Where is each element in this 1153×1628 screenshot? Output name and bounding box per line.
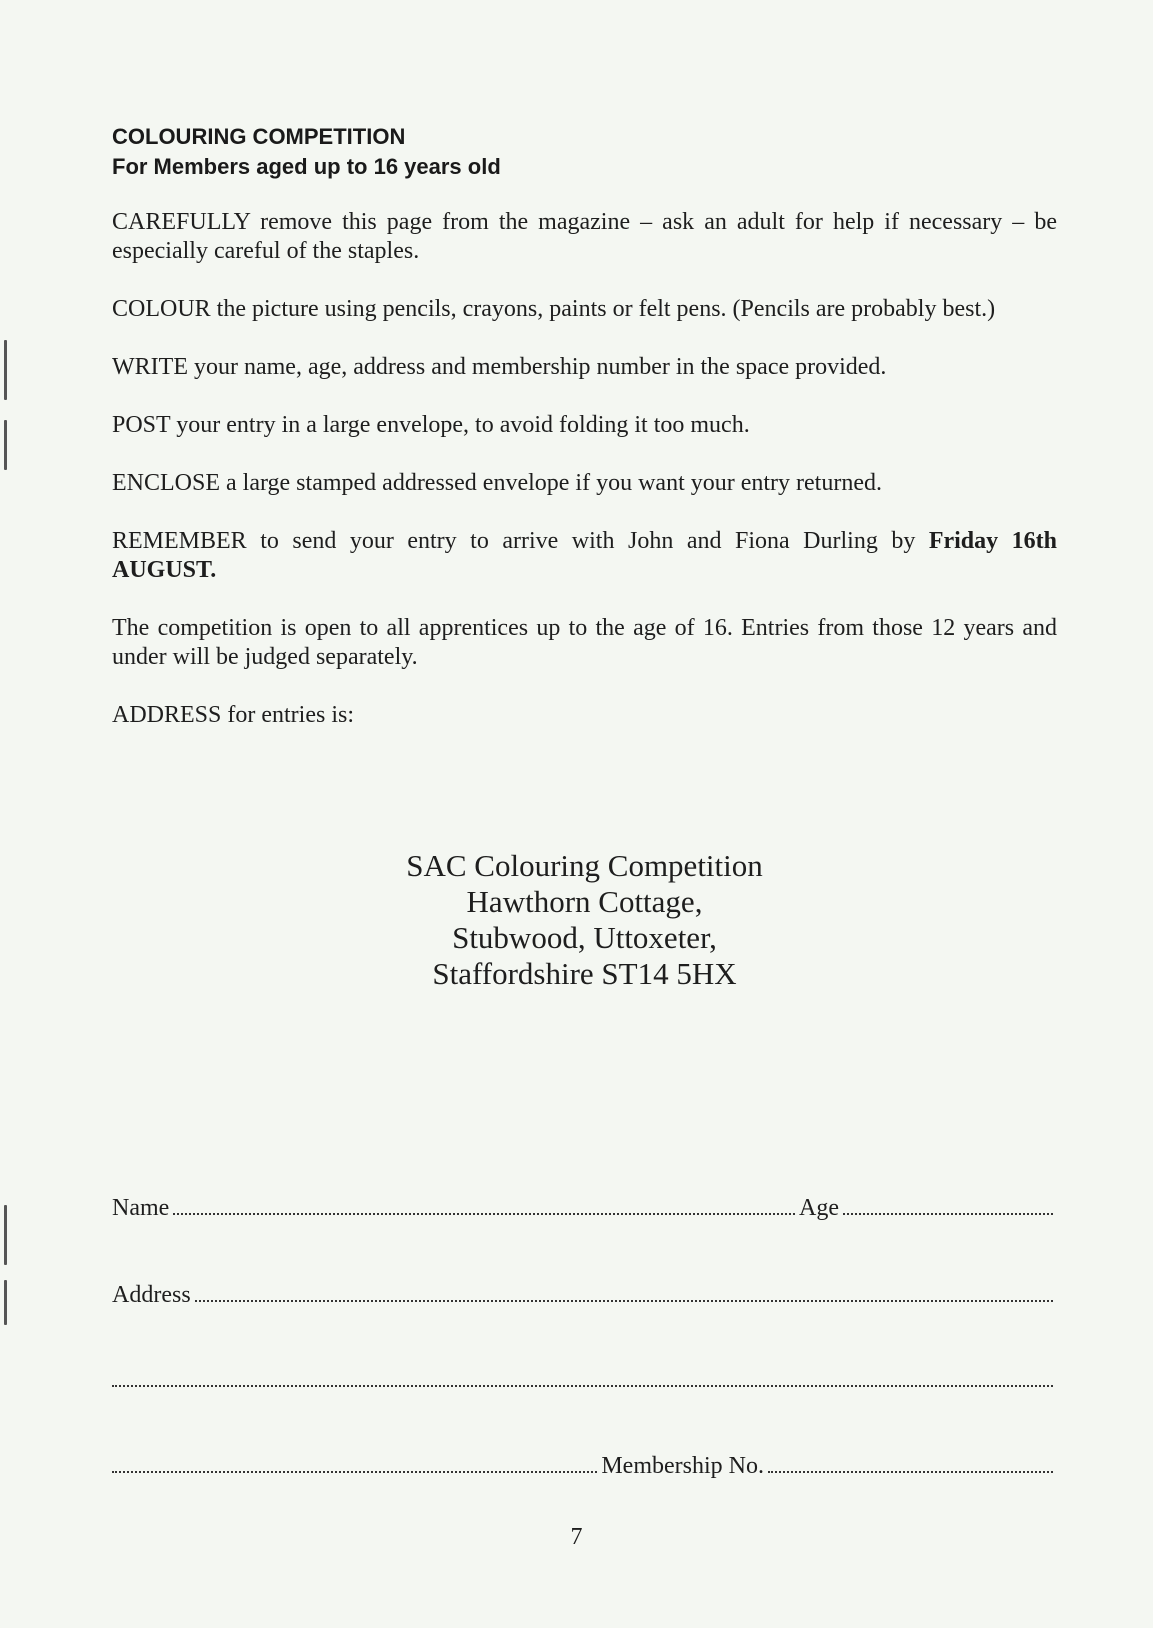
instruction-address: ADDRESS for entries is: (112, 702, 354, 728)
address-label: Address (112, 1282, 191, 1308)
instruction-carefully: CAREFULLY remove this page from the magazine – ask an adult for help if necessary – be especially careful of the staples. (112, 209, 1057, 264)
address-row (112, 1282, 1057, 1312)
name-age-row (112, 1195, 1057, 1225)
instruction-write: WRITE your name, age, address and membership number in the space provided. (112, 354, 887, 380)
address-line-3: Stubwood, Uttoxeter, (452, 920, 717, 955)
instruction-remember: REMEMBER to send your entry to arrive with John and Fiona Durling by Friday 16th AUGUST. (112, 528, 1058, 583)
membership-label: Membership No. (601, 1453, 764, 1479)
staple-mark-bottom (4, 1280, 7, 1325)
membership-row (112, 1453, 1057, 1483)
address-field-line-3[interactable] (112, 1453, 597, 1473)
staple-mark-lower (4, 1205, 7, 1265)
address-row-2 (112, 1367, 1057, 1397)
name-field[interactable] (173, 1195, 795, 1215)
address-line-1: SAC Colouring Competition (406, 848, 763, 883)
address-field-line-1[interactable] (195, 1282, 1053, 1302)
instruction-post: POST your entry in a large envelope, to avoid folding it too much. (112, 412, 750, 438)
address-line-2: Hawthorn Cottage, (466, 884, 703, 919)
membership-number-field[interactable] (768, 1453, 1053, 1473)
staple-mark-upper (4, 420, 7, 470)
instruction-enclose: ENCLOSE a large stamped addressed envelope if you want your entry returned. (112, 470, 882, 496)
age-label: Age (799, 1195, 839, 1221)
competition-subtitle: For Members aged up to 16 years old (112, 154, 501, 179)
instructions-list (112, 208, 1057, 759)
address-line-4: Staffordshire ST14 5HX (432, 956, 737, 991)
age-field[interactable] (843, 1195, 1053, 1215)
instruction-colour: COLOUR the picture using pencils, crayons, paints or felt pens. (Pencils are probably best.) (112, 296, 996, 322)
address-field-line-2[interactable] (112, 1367, 1053, 1387)
competition-heading (112, 122, 501, 182)
competition-title: COLOURING COMPETITION (112, 124, 406, 149)
staple-mark-top (4, 340, 7, 400)
postal-address (112, 848, 1057, 992)
deadline-date: Friday 16th AUGUST. (112, 528, 1058, 583)
competition-eligibility: The competition is open to all apprentices up to the age of 16. Entries from those 12 years and under will be judged separately. (112, 615, 1057, 670)
name-label: Name (112, 1195, 170, 1221)
page-number: 7 (570, 1524, 583, 1550)
